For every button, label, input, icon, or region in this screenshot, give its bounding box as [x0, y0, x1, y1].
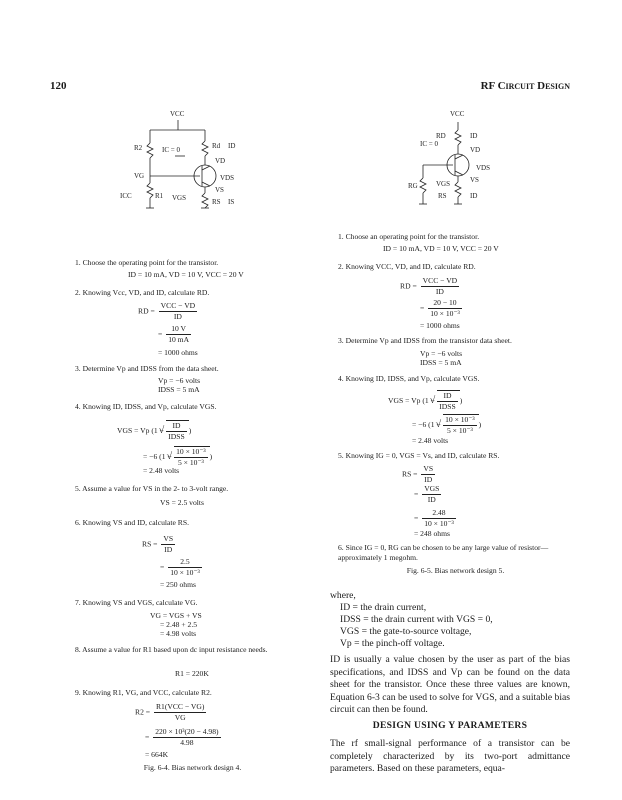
step: 9. Knowing R1, VG, and VCC, calculate R2.	[75, 688, 212, 697]
eq-lhs: RS =	[402, 469, 418, 479]
eq-den: 4.98	[180, 738, 194, 747]
eq-num: 220 × 10³(20 − 4.98)	[155, 727, 219, 736]
equation: = 250 ohms	[160, 580, 196, 589]
equation	[402, 464, 437, 485]
equation: VGS = Vp (1 − √ $\frac{ID}{\text{IDSS}}$ )	[117, 420, 191, 442]
circuit-diagram-fig5	[408, 108, 528, 218]
label-ic-2: IC = 0	[420, 140, 438, 148]
where-label: where,	[330, 590, 356, 601]
equation: = 4.98 volts	[160, 629, 197, 638]
equation: = 1000 ohms	[158, 348, 198, 357]
eq-den: ID	[424, 475, 433, 484]
label-vs-1: VS	[215, 186, 224, 194]
circuit-diagram-fig4	[120, 108, 250, 213]
figure-caption-fig4: Fig. 6-4. Bias network design 4.	[143, 763, 242, 772]
eq-num: VCC − VD	[422, 276, 458, 285]
equation: = 2.48 + 2.5	[160, 620, 198, 629]
eq-num: VCC − VD	[160, 301, 196, 310]
eq-den: 5 × 10⁻³	[177, 458, 204, 467]
label-r2: R2	[134, 144, 143, 152]
label-rs-2: RS	[438, 192, 447, 200]
eq-lhs: RD =	[138, 306, 155, 316]
equation: = $\frac{2.48}{\text{10 × 10⁻³}}$	[414, 508, 454, 528]
equation: IDSS = 5 mA	[420, 358, 462, 367]
equation	[138, 301, 199, 322]
eq-den: ID	[173, 312, 182, 321]
equation: = 2.48 volts	[143, 466, 180, 475]
eq-lhs: = −6 (1 −	[412, 419, 441, 429]
equation: = −6 (1 − √ $\frac{\text{10 × 10⁻³}}{\text{5 × 10⁻³}}$ )	[143, 446, 212, 468]
eq-den: 10 mA	[168, 335, 190, 344]
equation: VG = VGS + VS	[150, 611, 202, 620]
section-heading: DESIGN USING Y PARAMETERS	[372, 720, 528, 731]
equation: = $\frac{10 V}{10 mA}$	[158, 324, 190, 344]
figure-caption-fig5: Fig. 6-5. Bias network design 5.	[406, 566, 505, 575]
step: 6. Since IG = 0, RG can be chosen to be any large value of resistor—approximately 1 megohm.	[338, 543, 549, 562]
equation: Vp = −6 volts	[158, 376, 201, 385]
equation	[142, 534, 177, 555]
label-id-2: ID	[470, 132, 478, 140]
label-vds-2: VDS	[476, 164, 491, 172]
eq-num: VS	[163, 534, 174, 543]
eq-den: 10 × 10⁻³	[430, 309, 460, 318]
eq-num: 10 V	[166, 324, 191, 335]
label-ic-1: IC = 0	[162, 146, 180, 154]
eq-den: ID	[164, 545, 173, 554]
eq-num: VGS	[424, 484, 440, 493]
label-vcc-2: VCC	[450, 110, 465, 118]
eq-den: IDSS	[168, 432, 185, 441]
eq-num: R1(VCC − VG)	[155, 702, 205, 711]
equation: = $\frac{\text{220 × 10³(20 − 4.98)}}{4.98}$	[145, 727, 219, 747]
paragraph: The rf small-signal performance of a transistor can be completely characterized by its two-port admittance parameters. Based on these parameters, equa-	[330, 738, 570, 774]
definition: IDSS = the drain current with VGS = 0,	[340, 614, 493, 625]
label-vd-1: VD	[215, 157, 226, 165]
step: 1. Choose an operating point for the transistor.	[338, 232, 480, 241]
eq-num: √ 10 × 10⁻³	[176, 447, 206, 456]
step: 4. Knowing ID, IDSS, and Vp, calculate VGS.	[75, 402, 217, 411]
step: 6. Knowing VS and ID, calculate RS.	[75, 518, 189, 527]
label-vd-2: VD	[470, 146, 481, 154]
eq-num: 2.5	[168, 557, 202, 568]
paragraph: ID is usually a value chosen by the user as part of the bias specifications, and IDSS and Vp can be found on the data sheet for the transistor. Once these three values are known, Equation 6-3 can be used to solve for VGS, and a suitable bias circuit can then be found.	[330, 654, 570, 715]
label-is: IS	[228, 198, 235, 206]
label-id-3: ID	[470, 192, 478, 200]
step: 2. Knowing Vcc, VD, and ID, calculate RD.	[75, 288, 210, 297]
eq-num: √ 10 × 10⁻³	[445, 415, 475, 424]
eq-lhs: VGS = Vp (1 −	[388, 395, 435, 405]
eq-den: ID	[427, 495, 436, 504]
label-rs-1: RS	[212, 198, 221, 206]
equation: = $\frac{2.5}{\text{10 × 10⁻³}}$	[160, 557, 200, 577]
step: 7. Knowing VS and VGS, calculate VG.	[75, 598, 198, 607]
eq-lhs: VGS = Vp (1 −	[117, 425, 164, 435]
eq-den: 10 × 10⁻³	[170, 568, 200, 577]
step: 4. Knowing ID, IDSS, and Vp, calculate VGS.	[338, 374, 480, 383]
equation: R1 = 220K	[175, 669, 209, 678]
equation: = −6 (1 − √ $\frac{\text{10 × 10⁻³}}{\text{5 × 10⁻³}}$ )	[412, 414, 481, 436]
equation: ID = 10 mA, VD = 10 V, VCC = 20 V	[128, 270, 244, 279]
label-id-1: ID	[228, 142, 236, 150]
definition: Vp = the pinch-off voltage.	[340, 638, 445, 649]
eq-lhs: = −6 (1 −	[143, 451, 172, 461]
running-title: RF Circuit Design	[480, 80, 570, 92]
equation: = 664K	[145, 750, 169, 759]
label-vg: VG	[134, 172, 145, 180]
equation: VS = 2.5 volts	[160, 498, 204, 507]
eq-lhs: R2 =	[135, 707, 151, 717]
eq-lhs: RS =	[142, 539, 158, 549]
equation: = 1000 ohms	[420, 321, 460, 330]
equation: = 2.48 volts	[412, 436, 449, 445]
eq-num: 2.48	[422, 508, 456, 519]
equation: VGS = Vp (1 − √ $\frac{ID}{\text{IDSS}}$ )	[388, 390, 462, 412]
eq-den: ID	[435, 287, 444, 296]
eq-num: VS	[423, 464, 434, 473]
definition: VGS = the gate-to-source voltage,	[340, 626, 472, 637]
step: 8. Assume a value for R1 based upon dc input resistance needs.	[75, 645, 268, 654]
step: 5. Knowing IG = 0, VGS = Vs, and ID, calculate RS.	[338, 451, 500, 460]
label-vds-1: VDS	[220, 174, 235, 182]
label-vgs-2: VGS	[436, 180, 451, 188]
eq-num: 20 − 10	[428, 298, 462, 309]
eq-num: √ ID	[437, 391, 457, 402]
label-rg: RG	[408, 182, 418, 190]
equation: Vp = −6 volts	[420, 349, 463, 358]
equation: = $\frac{\text{VGS}}{ID}$	[414, 484, 440, 504]
step: 3. Determine Vp and IDSS from the transistor data sheet.	[338, 336, 512, 345]
eq-den: 5 × 10⁻³	[446, 426, 473, 435]
eq-den: VG	[174, 713, 186, 722]
label-vcc-1: VCC	[170, 110, 185, 118]
page-number: 120	[50, 80, 67, 92]
step: 1. Choose the operating point for the transistor.	[75, 258, 219, 267]
label-r1: R1	[155, 192, 164, 200]
label-rd-1: Rd	[212, 142, 221, 150]
equation: = 248 ohms	[414, 529, 450, 538]
equation: IDSS = 5 mA	[158, 385, 200, 394]
eq-den: 10 × 10⁻³	[424, 519, 454, 528]
equation	[135, 702, 208, 723]
eq-num: √ ID	[166, 421, 186, 432]
equation: = $\frac{20 - 10}{\text{10 × 10⁻³}}$	[420, 298, 460, 318]
eq-den: IDSS	[439, 402, 456, 411]
label-vgs-1: VGS	[172, 194, 187, 202]
label-rd-2: RD	[436, 132, 446, 140]
step: 5. Assume a value for VS in the 2- to 3-volt range.	[75, 484, 229, 493]
label-vs-2: VS	[470, 176, 479, 184]
label-icc: ICC	[120, 192, 132, 200]
definition: ID = the drain current,	[340, 602, 427, 613]
eq-lhs: RD =	[400, 281, 417, 291]
step: 3. Determine Vp and IDSS from the data sheet.	[75, 364, 219, 373]
equation: ID = 10 mA, VD = 10 V, VCC = 20 V	[383, 244, 499, 253]
equation	[400, 276, 461, 297]
step: 2. Knowing VCC, VD, and ID, calculate RD.	[338, 262, 476, 271]
